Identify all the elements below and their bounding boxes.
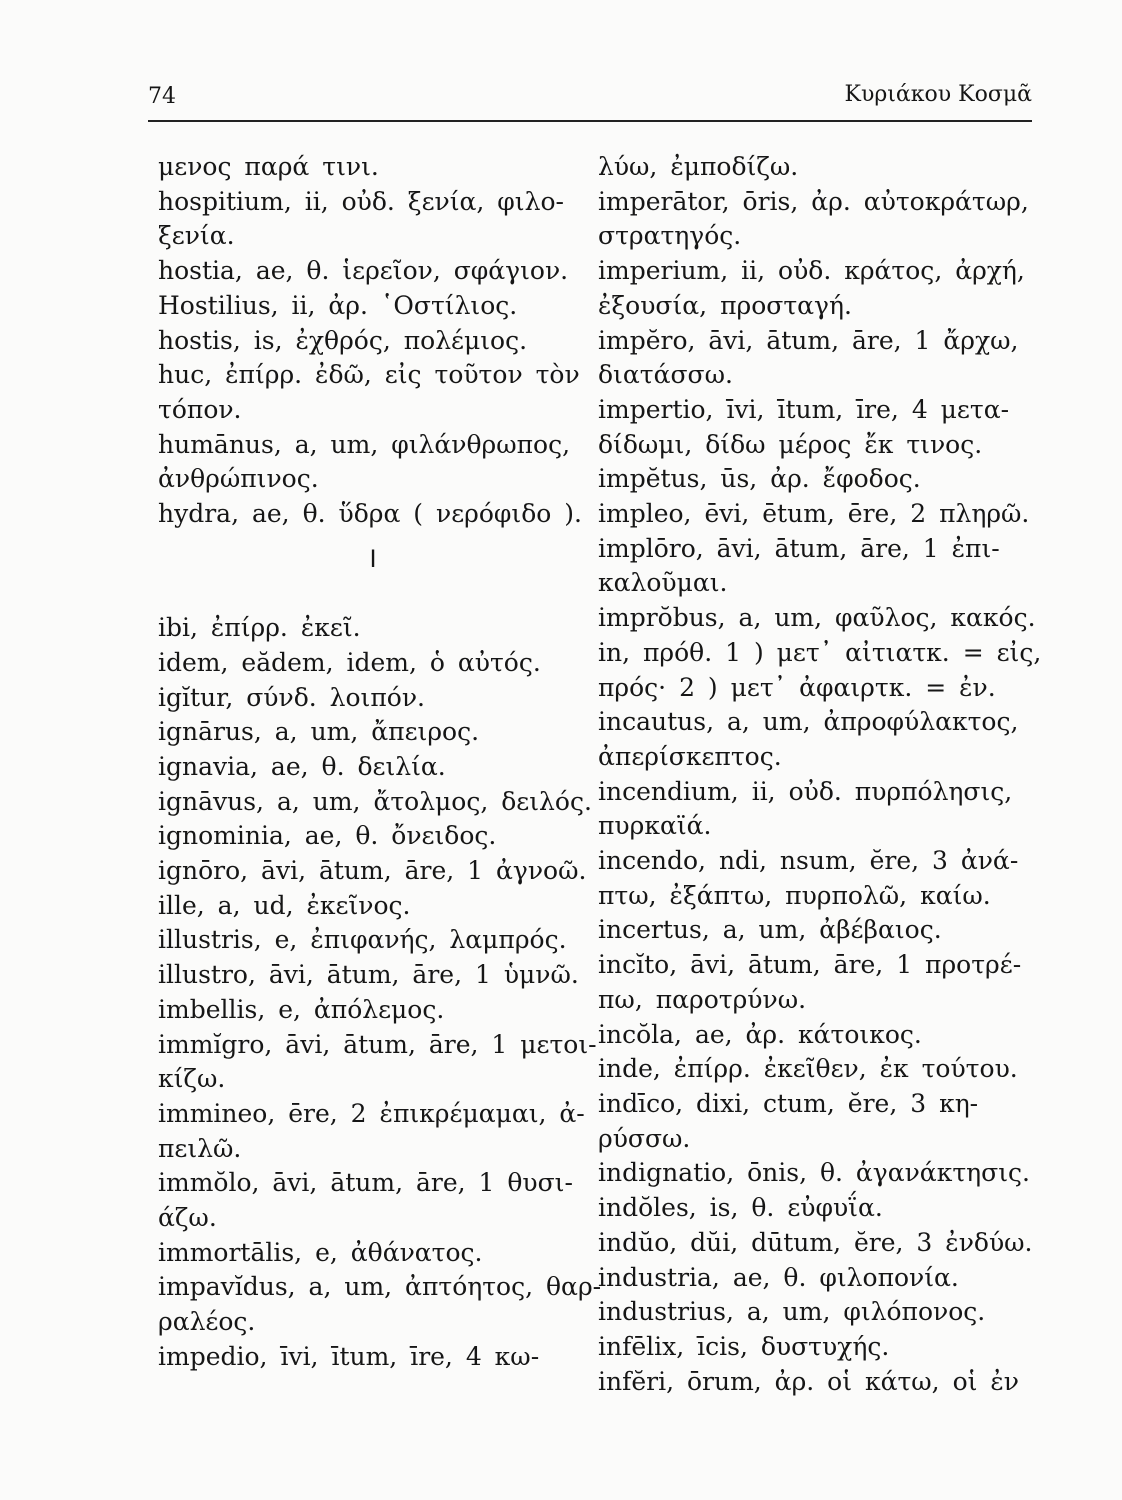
dictionary-line: indīco, dixi, ctum, ĕre, 3 κη- [598, 1088, 979, 1118]
dictionary-line: hostis, is, ἐχθρός, πολέμιος. [158, 325, 528, 355]
dictionary-line: μενος παρά τινι. [158, 152, 379, 181]
dictionary-line: implōro, āvi, ātum, āre, 1 ἐπι- [598, 533, 1000, 563]
dictionary-line: διατάσσω. [598, 360, 733, 390]
dictionary-line: incĭto, āvi, ātum, āre, 1 προτρέ- [598, 950, 1022, 980]
dictionary-line: infēlix, īcis, δυστυχής. [598, 1331, 890, 1361]
dictionary-line: πειλῶ. [158, 1133, 242, 1163]
section-letter: I [369, 544, 377, 573]
running-title: Κυριάκου Κοσμᾶ [844, 82, 1032, 107]
dictionary-line: ignavia, ae, θ. δειλία. [158, 751, 446, 781]
dictionary-line: άζω. [158, 1203, 217, 1233]
dictionary-line: ἀνθρώπινος. [158, 464, 319, 494]
dictionary-line: impĕro, āvi, ātum, āre, 1 ἄρχω, [598, 325, 1019, 355]
header-rule [148, 120, 1032, 122]
dictionary-line: imperium, ii, οὐδ. κράτος, ἀρχή, [598, 256, 1025, 286]
dictionary-line: τόπον. [158, 394, 242, 424]
dictionary-line: Hostilius, ii, ἀρ. ῾Οστίλιος. [158, 290, 518, 320]
dictionary-line: indŏles, is, θ. εὐφυΐα. [598, 1193, 883, 1223]
dictionary-line: incertus, a, um, ἀβέβαιος. [598, 915, 942, 945]
dictionary-line: impertio, īvi, ītum, īre, 4 μετα- [598, 394, 1010, 424]
dictionary-line: imbellis, e, ἀπόλεμος. [158, 994, 445, 1024]
dictionary-line: industrius, a, um, φιλόπονος. [598, 1297, 986, 1327]
page-number: 74 [148, 84, 176, 109]
dictionary-line: πω, παροτρύνω. [598, 984, 807, 1014]
dictionary-line: incautus, a, um, ἀπροφύλακτος, [598, 707, 1019, 737]
dictionary-line: igĭtur, σύνδ. λοιπόν. [158, 682, 425, 712]
dictionary-line: πρός· 2 ) μετ᾽ ἀφαιρτκ. = ἐν. [598, 672, 996, 702]
dictionary-line: illustro, āvi, ātum, āre, 1 ὑμνῶ. [158, 960, 579, 990]
dictionary-line: hydra, ae, θ. ὕδρα ( νερόφιδο ). [158, 499, 582, 529]
dictionary-line: δίδωμι, δίδω μέρος ἔκ τινος. [598, 429, 983, 459]
dictionary-line: indŭo, dŭi, dūtum, ĕre, 3 ἐνδύω. [598, 1227, 1033, 1257]
dictionary-line: hostia, ae, θ. ἱερεῖον, σφάγιον. [158, 256, 569, 286]
dictionary-line: immineo, ēre, 2 ἐπικρέμαμαι, ἀ- [158, 1098, 585, 1128]
section-spacer [158, 576, 588, 611]
dictionary-line: inde, ἐπίρρ. ἐκεῖθεν, ἐκ τούτου. [598, 1054, 1018, 1084]
dictionary-line: immŏlo, āvi, ātum, āre, 1 θυσι- [158, 1168, 573, 1198]
dictionary-line: ἐξουσία, προσταγή. [598, 290, 852, 320]
left-column-entries-before [158, 150, 588, 532]
dictionary-line: καλοῦμαι. [598, 568, 728, 598]
dictionary-line: humānus, a, um, φιλάνθρωπος, [158, 429, 571, 459]
right-column [598, 150, 1042, 1399]
dictionary-line: incŏla, ae, ἀρ. κάτοικος. [598, 1019, 922, 1049]
dictionary-line: hospitium, ii, οὐδ. ξενία, φιλο- [158, 186, 564, 216]
running-head [148, 78, 1032, 122]
dictionary-line: πτω, ἐξάπτω, πυρπολῶ, καίω. [598, 880, 991, 910]
dictionary-line: incendo, ndi, nsum, ĕre, 3 ἀνά- [598, 846, 1019, 876]
dictionary-line: ignārus, a, um, ἄπειρος. [158, 717, 480, 747]
dictionary-line: ἀπερίσκεπτος. [598, 741, 782, 771]
dictionary-line: ξενία. [158, 221, 235, 251]
dictionary-line: ignōro, āvi, ātum, āre, 1 ἀγνοῶ. [158, 856, 587, 886]
dictionary-line: imperātor, ōris, ἀρ. αὐτοκράτωρ, [598, 186, 1029, 216]
section-spacer [158, 532, 588, 542]
dictionary-line: κίζω. [158, 1064, 226, 1094]
dictionary-line: impĕtus, ūs, ἀρ. ἔφοδος. [598, 464, 921, 494]
dictionary-line: λύω, ἐμποδίζω. [598, 152, 799, 181]
dictionary-line: imprŏbus, a, um, φαῦλος, κακός. [598, 603, 1036, 633]
dictionary-line: illustris, e, ἐπιφανής, λαμπρός. [158, 925, 567, 955]
dictionary-line: incendium, ii, οὐδ. πυρπόλησις, [598, 776, 1013, 806]
left-column-entries-after [158, 611, 602, 1374]
dictionary-line: indignatio, ōnis, θ. ἀγανάκτησις. [598, 1158, 1030, 1188]
dictionary-line: immĭgro, āvi, ātum, āre, 1 μετοι- [158, 1029, 597, 1059]
left-column [158, 150, 602, 1375]
dictionary-line: idem, eădem, idem, ὁ αὐτός. [158, 647, 541, 677]
dictionary-line: ibi, ἐπίρρ. ἐκεῖ. [158, 613, 361, 643]
dictionary-line: industria, ae, θ. φιλοπονία. [598, 1262, 959, 1292]
dictionary-line: infĕri, ōrum, ἀρ. οἱ κάτω, οἱ ἐν [598, 1366, 1019, 1396]
dictionary-line: impleo, ēvi, ētum, ēre, 2 πληρῶ. [598, 499, 1030, 529]
dictionary-line: στρατηγός. [598, 221, 742, 251]
dictionary-line: πυρκαϊά. [598, 811, 712, 841]
dictionary-line: huc, ἐπίρρ. ἐδῶ, εἰς τοῦτον τὸν [158, 360, 580, 390]
dictionary-line: ignominia, ae, θ. ὄνειδος. [158, 821, 497, 851]
dictionary-line: ραλέος. [158, 1307, 256, 1337]
dictionary-line: ignāvus, a, um, ἄτολμος, δειλός. [158, 786, 592, 816]
dictionary-line: impavĭdus, a, um, ἀπτόητος, θαρ- [158, 1272, 602, 1302]
dictionary-line: ρύσσω. [598, 1123, 691, 1153]
dictionary-line: in, πρόθ. 1 ) μετ᾽ αἰτιατκ. = εἰς, [598, 637, 1042, 667]
dictionary-line: ille, a, ud, ἐκεῖνος. [158, 890, 411, 920]
dictionary-line: impedio, īvi, ītum, īre, 4 κω- [158, 1341, 540, 1371]
dictionary-line: immortālis, e, ἀθάνατος. [158, 1237, 483, 1267]
